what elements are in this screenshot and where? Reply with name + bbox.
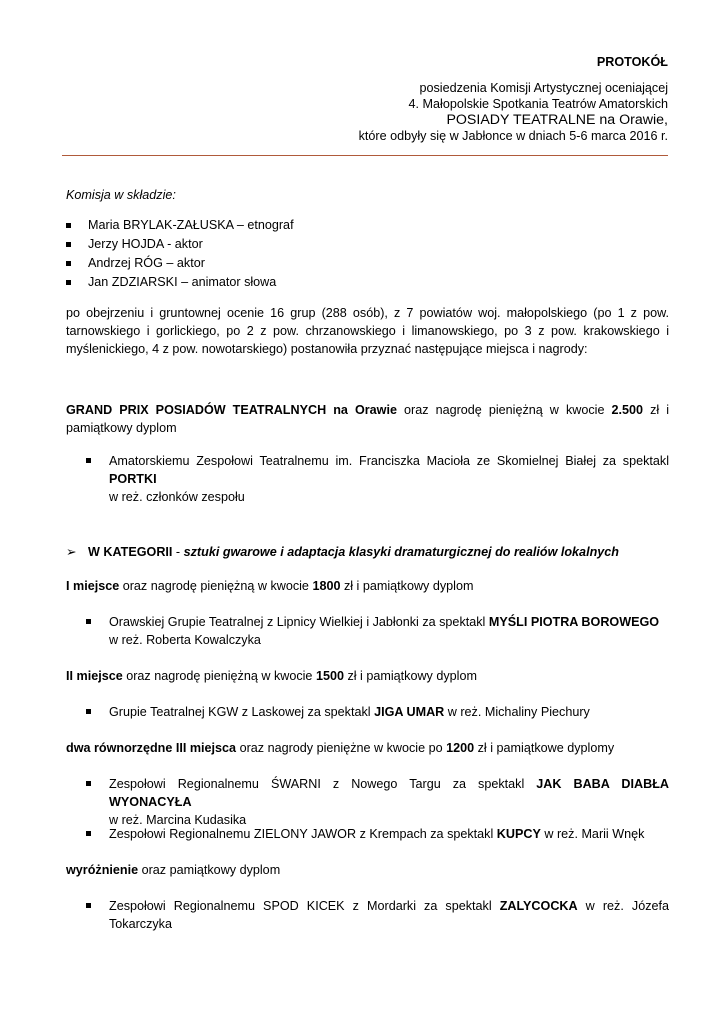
header-line-2: 4. Małopolskie Spotkania Teatrów Amatorskich [408,97,668,111]
third-place-paragraph: dwa równorzędne III miejsca oraz nagrody pieniężne w kwocie po 1200 zł i pamiątkowe dyplomy [66,741,615,755]
first-place-winner: Orawskiej Grupie Teatralnej z Lipnicy Wielkiej i Jabłonki za spektakl MYŚLI PIOTRA BOROWEGO w reż. Roberta Kowalczyka [86,613,669,649]
document-title: PROTOKÓŁ [596,55,668,69]
bullet-icon [86,619,91,624]
distinction-paragraph: wyróżnienie oraz pamiątkowy dyplom [66,863,281,877]
intro-paragraph: po obejrzeniu i gruntownej ocenie 16 grup (288 osób), z 7 powiatów woj. małopolskiego (po 1 z pow. tarnowskiego i gorlickiego, po 2 z pow. chrzanowskiego i limanowskiego, po 3 z pow. krakowskiego i myślenickiego, 4 z pow. nowotarskiego) postanowiła przyznać następujące miejsca i nagrody: [66,306,669,356]
document-header [359,54,668,144]
third-place-winner: Zespołowi Regionalnemu ZIELONY JAWOR z Krempach za spektakl KUPCY w reż. Marii Wnęk [86,825,669,843]
header-divider [62,155,668,156]
commission-heading: Komisja w składzie: [66,188,176,202]
arrow-bullet-icon: ➢ [66,545,77,559]
bullet-icon [86,831,91,836]
header-line-3: POSIADY TEATRALNE na Orawie, [446,112,668,128]
grand-prix-winner: Amatorskiemu Zespołowi Teatralnemu im. Franciszka Macioła ze Skomielnej Białej za spektakl PORTKI w reż. członków zespołu [86,452,669,506]
list-item: Andrzej RÓG – aktor [66,254,294,273]
second-place-winner: Grupie Teatralnej KGW z Laskowej za spektakl JIGA UMAR w reż. Michaliny Piechury [86,703,669,721]
grand-prix-paragraph: GRAND PRIX POSIADÓW TEATRALNYCH na Orawie oraz nagrodę pieniężną w kwocie 2.500 zł i pamiątkowy dyplom [66,403,670,435]
header-line-1: posiedzenia Komisji Artystycznej oceniającej [419,81,668,95]
list-item: Jan ZDZIARSKI – animator słowa [66,273,294,292]
distinction-winner: Zespołowi Regionalnemu SPOD KICEK z Mordarki za spektakl ZALYCOCKA w reż. Józefa Tokarczyka [86,897,669,933]
commission-list [66,216,294,292]
first-place-paragraph: I miejsce oraz nagrodę pieniężną w kwocie 1800 zł i pamiątkowy dyplom [66,579,474,593]
bullet-icon [86,781,91,786]
bullet-icon [86,709,91,714]
second-place-paragraph: II miejsce oraz nagrodę pieniężną w kwocie 1500 zł i pamiątkowy dyplom [66,669,477,683]
header-line-4: które odbyły się w Jabłonce w dniach 5-6 marca 2016 r. [358,129,668,143]
bullet-icon [66,223,71,228]
third-place-winner: Zespołowi Regionalnemu ŚWARNI z Nowego Targu za spektakl JAK BABA DIABŁA WYONACYŁA w reż. Marcina Kudasika [86,775,669,829]
bullet-icon [66,242,71,247]
category-heading: ➢ W KATEGORII - sztuki gwarowe i adaptacja klasyki dramaturgicznej do realiów lokalnych [66,545,619,559]
bullet-icon [66,261,71,266]
bullet-icon [86,458,91,463]
bullet-icon [66,280,71,285]
bullet-icon [86,903,91,908]
list-item: Maria BRYLAK-ZAŁUSKA – etnograf [66,216,294,235]
list-item: Jerzy HOJDA - aktor [66,235,294,254]
